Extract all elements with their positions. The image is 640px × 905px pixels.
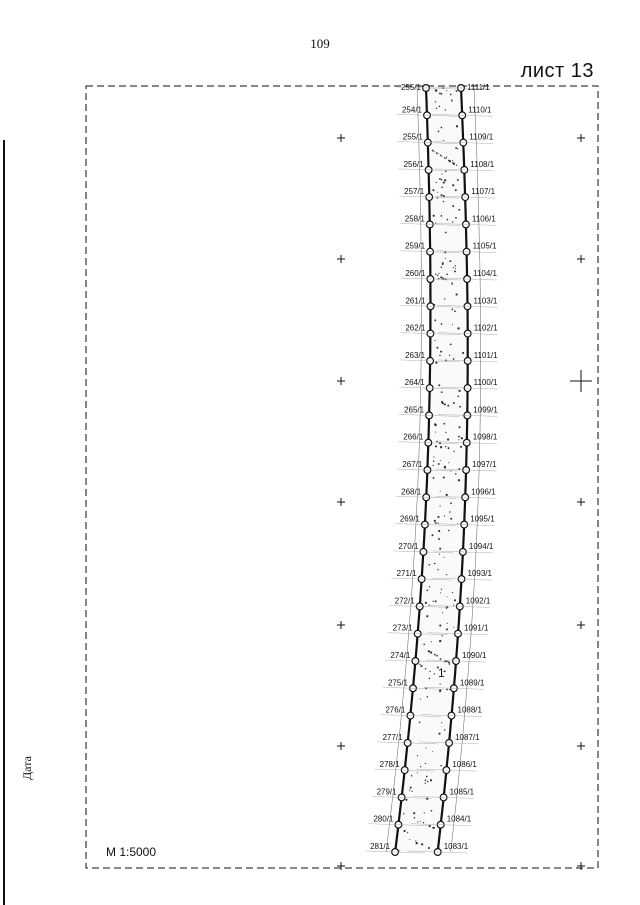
boundary-point-label: 1091/1 <box>464 623 489 633</box>
grid-cross <box>337 742 345 750</box>
grid-cross <box>337 255 345 263</box>
boundary-point-label: 1083/1 <box>443 842 469 851</box>
grid-cross <box>577 255 585 263</box>
boundary-point-label: 265/1 <box>404 405 425 415</box>
boundary-point-label: 270/1 <box>398 541 419 551</box>
grid-cross <box>577 742 585 750</box>
boundary-point-label: 1094/1 <box>468 541 494 551</box>
boundary-point-label: 1085/1 <box>449 787 475 797</box>
scale-label: М 1:5000 <box>106 845 157 859</box>
boundary-point-label: 1093/1 <box>467 569 492 579</box>
boundary-point-label: 273/1 <box>392 623 413 633</box>
boundary-point-label: 1095/1 <box>470 514 495 524</box>
parcel-number: 1 <box>438 666 445 680</box>
boundary-point-label: 275/1 <box>387 678 408 688</box>
boundary-point-label: 259/1 <box>405 241 426 251</box>
boundary-point-label: 1086/1 <box>452 760 477 770</box>
boundary-point-label: 280/1 <box>373 814 394 824</box>
grid-cross <box>337 377 345 385</box>
boundary-point-label: 281/1 <box>370 842 391 851</box>
boundary-point-label: 264/1 <box>404 378 425 388</box>
boundary-point-label: 1099/1 <box>473 405 498 415</box>
boundary-point-label: 1090/1 <box>462 651 487 660</box>
grid-cross <box>577 862 585 870</box>
grid-cross <box>577 134 585 142</box>
boundary-point-label: 257/1 <box>404 187 425 197</box>
boundary-point-label: 267/1 <box>402 460 423 469</box>
boundary-point-label: 258/1 <box>404 214 425 224</box>
boundary-point-label: 1088/1 <box>457 705 482 715</box>
grid-cross <box>577 498 585 506</box>
boundary-point-label: 262/1 <box>405 323 426 333</box>
boundary-point-label: 1111/1 <box>467 83 490 92</box>
boundary-point-label: 261/1 <box>405 296 426 306</box>
boundary-point-label: 279/1 <box>376 787 397 797</box>
boundary-point-label: 271/1 <box>396 569 417 579</box>
boundary-point-label: 254/1 <box>401 105 422 115</box>
boundary-point-label: 1100/1 <box>473 378 498 388</box>
boundary-point-label: 260/1 <box>405 269 426 278</box>
boundary-point-label: 263/1 <box>405 350 426 360</box>
boundary-point-label: 1101/1 <box>473 350 498 360</box>
boundary-point-label: 277/1 <box>382 732 403 742</box>
grid-cross <box>570 370 592 392</box>
boundary-point-label: 1107/1 <box>471 187 496 197</box>
grid-cross <box>337 134 345 142</box>
grid-cross <box>337 498 345 506</box>
sheet-frame <box>86 86 598 868</box>
boundary-point-label: 268/1 <box>401 487 422 497</box>
page-number: 109 <box>310 36 330 51</box>
boundary-point-label: 274/1 <box>390 651 411 660</box>
boundary-point-label: 269/1 <box>399 514 420 524</box>
boundary-point-label: 1084/1 <box>446 814 472 824</box>
boundary-point-label: 1103/1 <box>473 296 498 306</box>
boundary-point-label: 1104/1 <box>473 269 497 278</box>
grid-cross <box>577 621 585 629</box>
date-side-label: Дата <box>20 756 34 780</box>
sheet-title: лист 13 <box>520 60 594 82</box>
boundary-point-label: 278/1 <box>379 760 400 770</box>
boundary-point-label: 1109/1 <box>469 132 494 142</box>
boundary-point-label: 255/1 <box>402 132 423 142</box>
boundary-point-label: 1096/1 <box>471 487 496 497</box>
boundary-point-label: 1098/1 <box>472 432 498 442</box>
boundary-point-label: 276/1 <box>385 705 406 715</box>
boundary-point-label: 1108/1 <box>470 159 495 169</box>
boundary-point-label: 1102/1 <box>473 323 498 333</box>
boundary-point-label: 1110/1 <box>468 105 492 115</box>
boundary-point-label: 1089/1 <box>459 678 485 688</box>
boundary-point-label: 1092/1 <box>465 596 491 606</box>
grid-cross <box>337 862 345 870</box>
boundary-point-label: 256/1 <box>403 159 424 169</box>
grid-cross <box>337 621 345 629</box>
boundary-point-label: 1097/1 <box>472 460 497 469</box>
boundary-point-label: 1106/1 <box>471 214 496 224</box>
boundary-point-label: 255/1 <box>400 83 421 92</box>
boundary-point-label: 1105/1 <box>472 241 497 251</box>
boundary-point-label: 272/1 <box>394 596 415 606</box>
boundary-point-label: 266/1 <box>403 432 424 442</box>
boundary-point-label: 1087/1 <box>455 732 480 742</box>
